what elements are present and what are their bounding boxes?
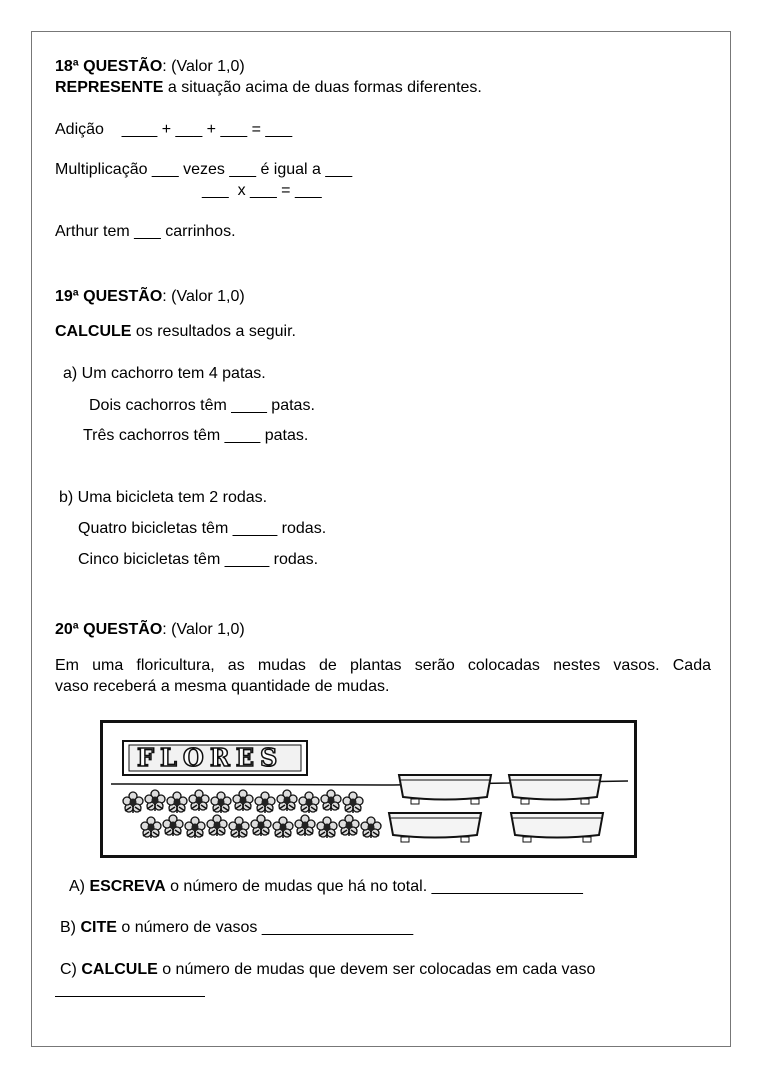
q19-instruction [55,322,296,341]
q19-value: : (Valor 1,0) [162,288,245,305]
q18-multiplication-expression: ___ x ___ = ___ [202,182,322,199]
q20-a-line [69,877,583,896]
q20-number: 20ª QUESTÃO [55,621,163,638]
q20-a-verb: ESCREVA [89,878,166,895]
q19-a-line1: Dois cachorros têm ____ patas. [89,397,315,414]
q19-b-intro: b) Uma bicicleta tem 2 rodas. [59,489,268,506]
q19-b-line2: Cinco bicicletas têm _____ rodas. [78,551,319,568]
flower-shop-drawing [103,723,634,855]
q20-a-text: o número de mudas que há no total. _________________ [165,878,583,895]
q20-title [55,620,245,639]
q20-c-verb: CALCULE [81,961,158,978]
q20-b-text: o número de vasos _________________ [116,919,414,936]
q18-instruction-text: a situação acima de duas formas diferentes. [163,79,482,96]
q20-c-line [60,960,595,979]
q19-instruction-verb: CALCULE [55,323,132,340]
q20-b-prefix: B) [60,919,81,936]
flower-shop-illustration [100,720,637,858]
q18-addition: Adição ____ + ___ + ___ = ___ [55,121,293,138]
q20-value: : (Valor 1,0) [162,621,245,638]
flores-sign-text: FLORES [137,743,284,772]
q20-b-verb: CITE [80,919,117,936]
q18-instruction [55,78,482,97]
q20-b-line [60,918,413,937]
q20-paragraph-line1: Em uma floricultura, as mudas de plantas serão colocadas nestes vasos. Cada [55,657,711,674]
q19-b-line1: Quatro bicicletas têm _____ rodas. [78,520,327,537]
q18-number: 18ª QUESTÃO [55,58,163,75]
q20-c-answer-line [55,996,205,997]
q20-c-prefix: C) [60,961,82,978]
q18-instruction-verb: REPRESENTE [55,79,164,96]
q18-value: : (Valor 1,0) [162,58,245,75]
q19-a-line2: Três cachorros têm ____ patas. [83,427,309,444]
q19-a-intro: a) Um cachorro tem 4 patas. [63,365,266,382]
q18-answer: Arthur tem ___ carrinhos. [55,223,236,240]
q18-multiplication: Multiplicação ___ vezes ___ é igual a ___ [55,161,353,178]
q19-instruction-text: os resultados a seguir. [131,323,296,340]
q20-a-prefix: A) [69,878,90,895]
q19-number: 19ª QUESTÃO [55,288,163,305]
q20-c-text: o número de mudas que devem ser colocadas em cada vaso [157,961,596,978]
q18-title [55,57,245,76]
q20-paragraph-line2: vaso receberá a mesma quantidade de mudas. [55,678,390,695]
q19-title [55,287,245,306]
